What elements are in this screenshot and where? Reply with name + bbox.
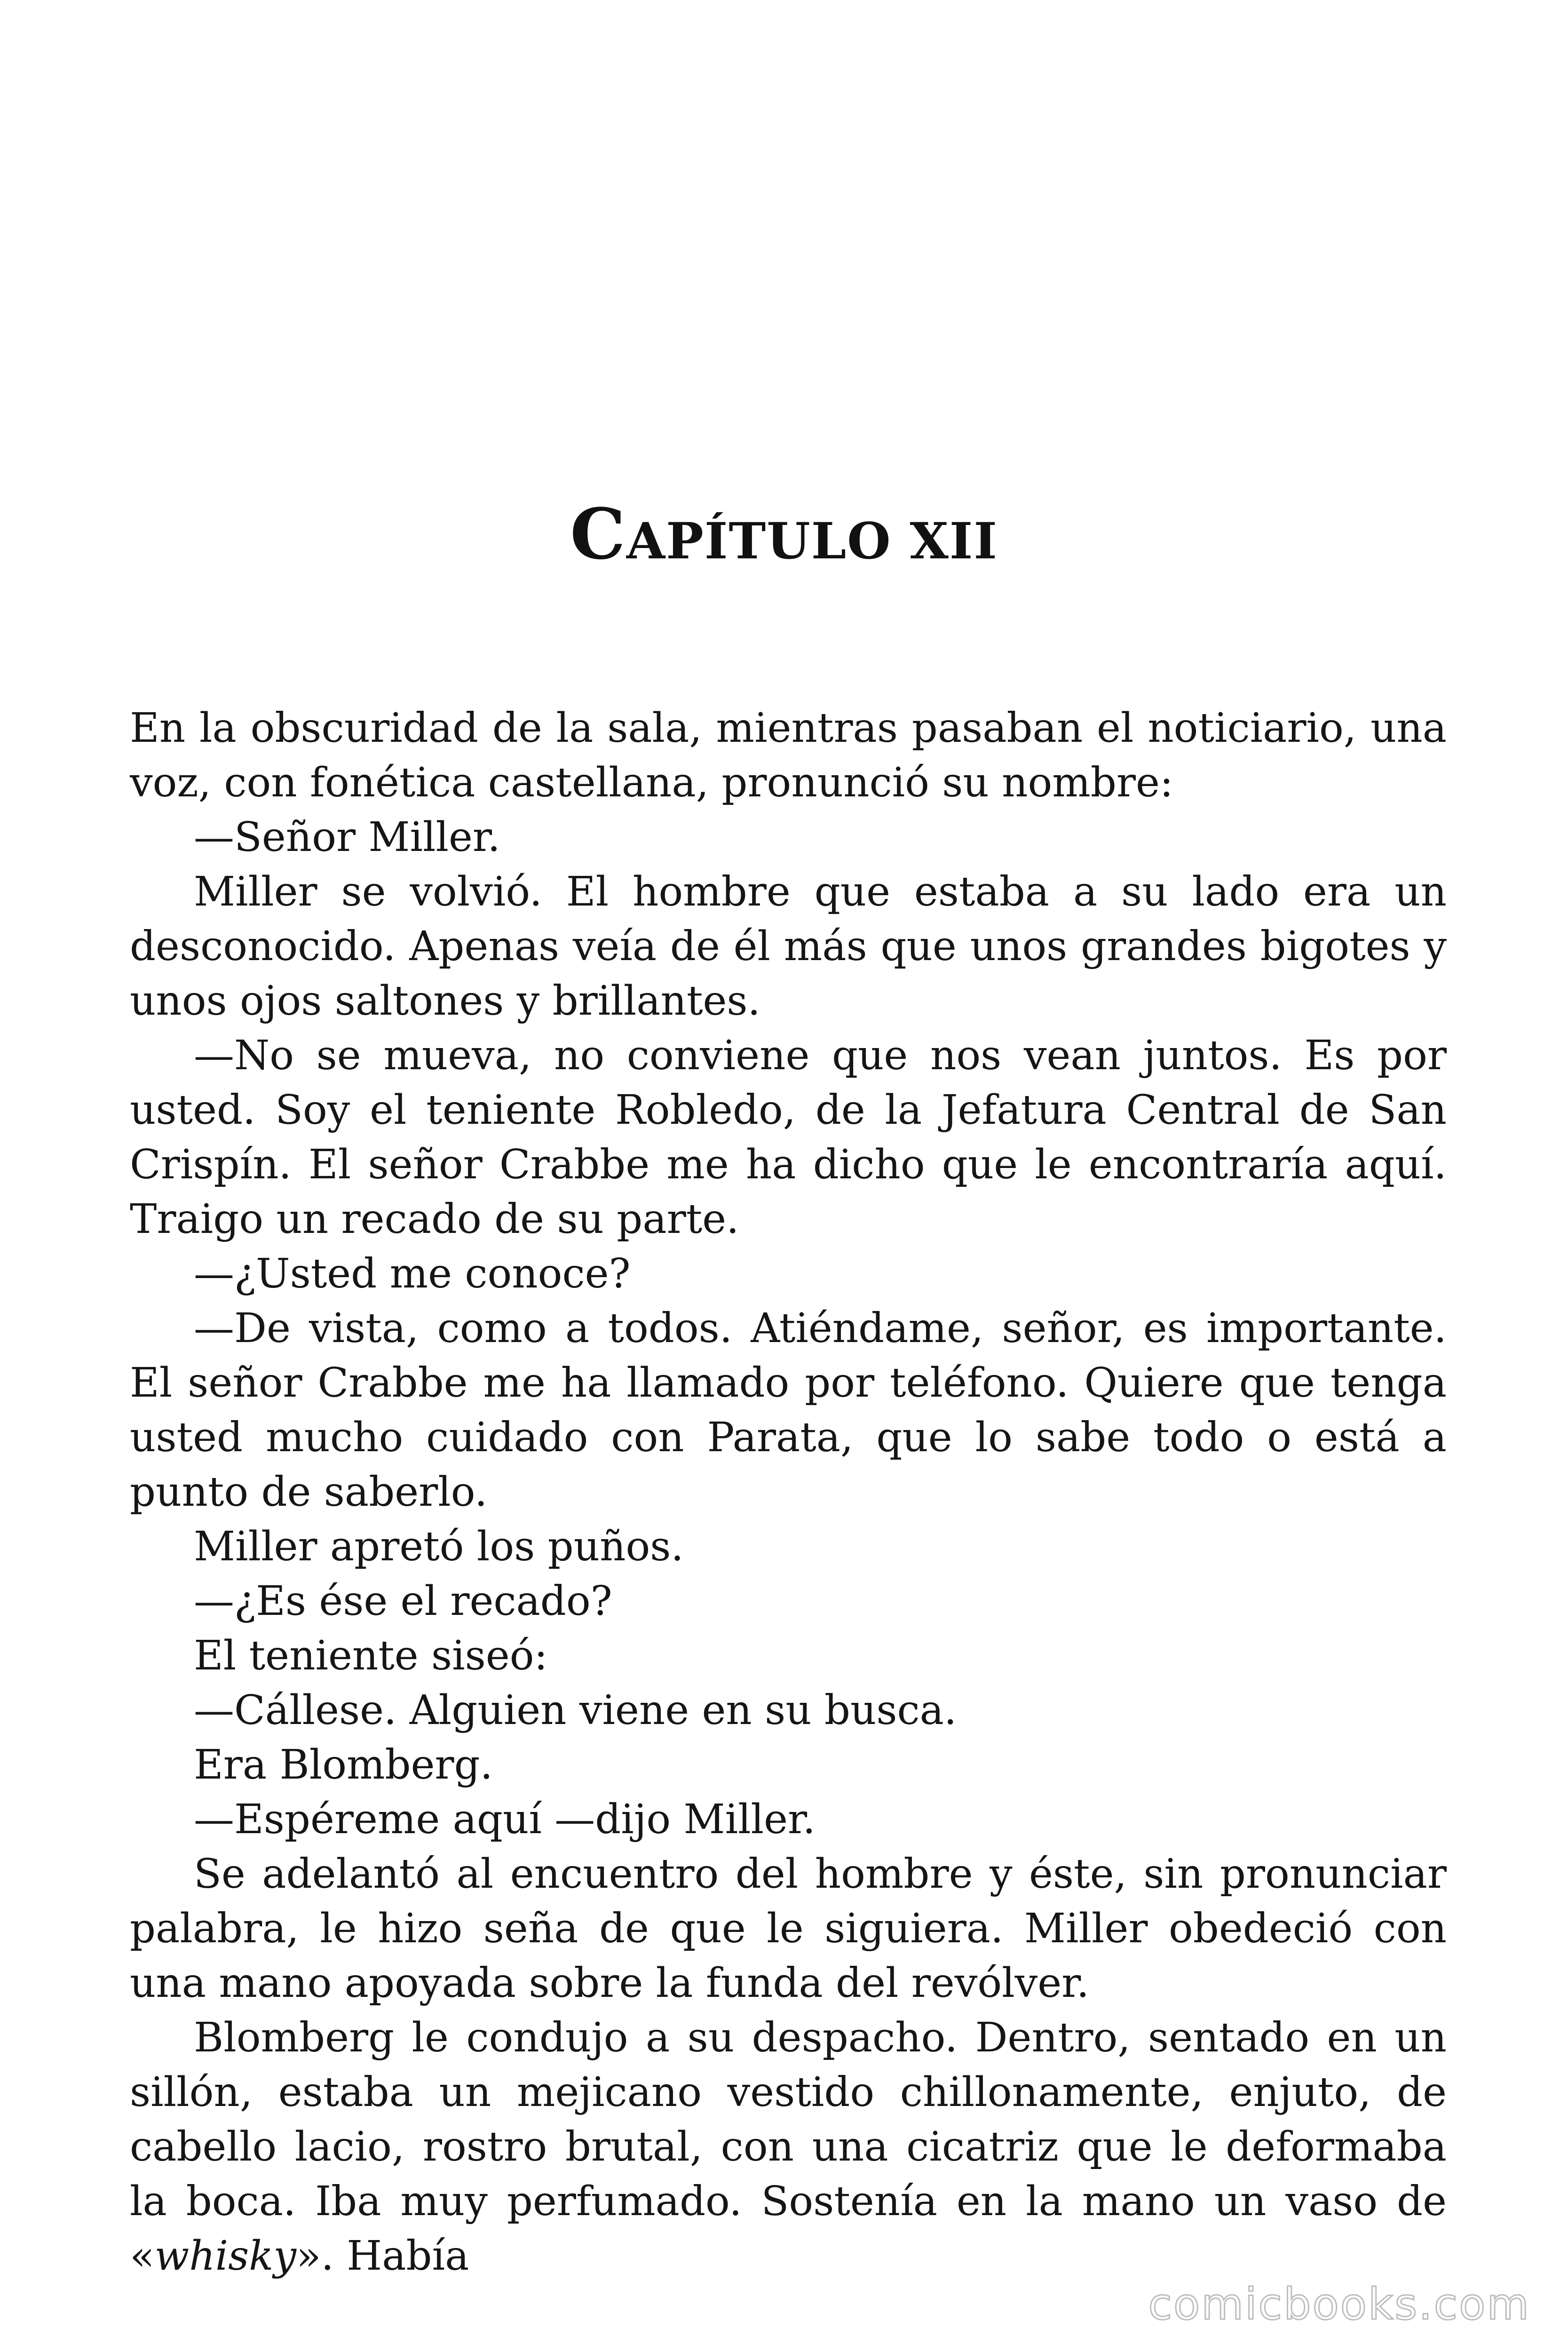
paragraph: —No se mueva, no conviene que nos vean juntos. Es por usted. Soy el teniente Robledo, de la Jefatura Central de San Crispín. El señor Crabbe me ha dicho que le encontraría aquí. Traigo un recado de su parte. [130, 1032, 1447, 1243]
paragraph-last-italic: whisky [154, 2233, 296, 2280]
watermark: comicbooks.com [1148, 2279, 1530, 2329]
paragraph-last-text-after: ». Había [296, 2233, 469, 2280]
chapter-title-rest: APÍTULO XII [626, 511, 998, 571]
paragraph-last [130, 2010, 1447, 2283]
paragraph-last-text-before: Blomberg le condujo a su despacho. Dentro, sentado en un sillón, estaba un mejicano vestido chillonamente, enjuto, de cabello lacio, rostro brutal, con una cicatriz que le deformaba la boca. Iba muy perfumado. Sostenía en la mano un vaso de « [130, 2014, 1447, 2280]
chapter-body [130, 701, 1447, 2283]
paragraph: Miller apretó los puños. [194, 1523, 684, 1570]
paragraph: Era Blomberg. [194, 1741, 493, 1788]
chapter-title-initial: C [570, 493, 626, 575]
paragraph: Miller se volvió. El hombre que estaba a su lado era un desconocido. Apenas veía de él más que unos grandes bigotes y unos ojos saltones y brillantes. [130, 868, 1447, 1025]
paragraph: —Cállese. Alguien viene en su busca. [194, 1687, 957, 1734]
paragraph: En la obscuridad de la sala, mientras pasaban el noticiario, una voz, con fonética castellana, pronunció su nombre: [130, 705, 1447, 806]
paragraph: —Señor Miller. [194, 814, 500, 861]
paragraph: Se adelantó al encuentro del hombre y éste, sin pronunciar palabra, le hizo seña de que le siguiera. Miller obedeció con una mano apoyada sobre la funda del revólver. [130, 1851, 1447, 2007]
paragraph: —Espéreme aquí —dijo Miller. [194, 1796, 816, 1843]
paragraph: —¿Usted me conoce? [194, 1250, 631, 1297]
paragraph: —De vista, como a todos. Atiéndame, señor, es importante. El señor Crabbe me ha llamado por teléfono. Quiere que tenga usted mucho cuidado con Parata, que lo sabe todo o está a punto de saberlo. [130, 1305, 1447, 1516]
paragraph: —¿Es ése el recado? [194, 1578, 612, 1625]
chapter-title [0, 493, 1568, 575]
paragraph: El teniente siseó: [194, 1632, 548, 1679]
